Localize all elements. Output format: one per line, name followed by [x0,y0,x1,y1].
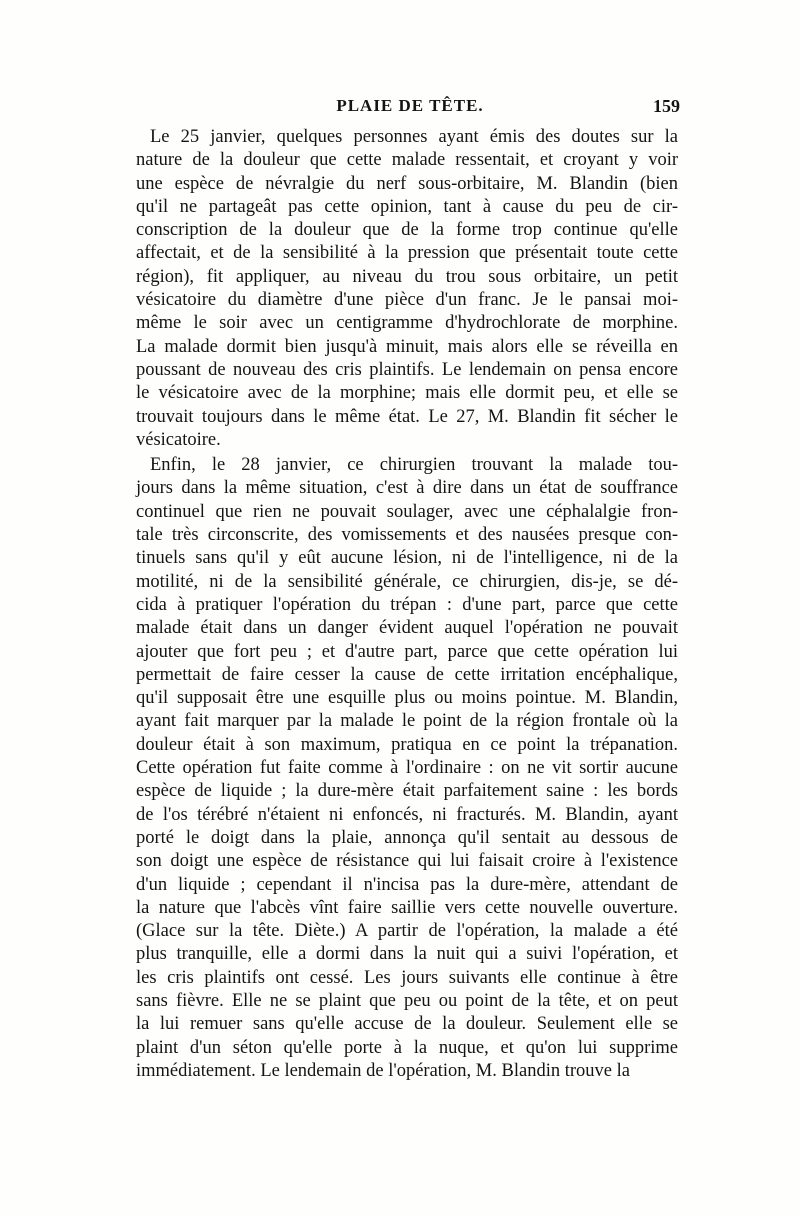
text-line: tinuels sans qu'il y eût aucune lésion, ni de l'intelligence, ni de la [136,548,678,569]
text-line: permettait de faire cesser la cause de cette irritation encéphalique, [136,664,678,685]
paragraph [136,126,678,452]
text-line: La malade dormit bien jusqu'à minuit, mais alors elle se réveilla en [136,336,678,357]
body-text [136,126,678,1083]
text-line: Enfin, le 28 janvier, ce chirurgien trouvant la malade tou- [150,455,678,476]
text-line: immédiatement. Le lendemain de l'opération, M. Blandin trouve la [136,1060,630,1081]
text-line: la lui remuer sans qu'elle accuse de la douleur. Seulement elle se [136,1014,678,1035]
text-line: tale très circonscrite, des vomissements et des nausées presque con- [136,525,678,546]
text-line: cida à pratiquer l'opération du trépan : d'une part, parce que cette [136,594,678,615]
text-line: une espèce de névralgie du nerf sous-orbitaire, M. Blandin (bien [136,173,678,194]
text-line: sans fièvre. Elle ne se plaint que peu ou point de la tête, et on peut [136,990,678,1011]
text-line: jours dans la même situation, c'est à dire dans un état de souffrance [136,478,678,499]
text-line: Cette opération fut faite comme à l'ordinaire : on ne vit sortir aucune [136,758,678,779]
paragraph [136,454,678,1083]
text-line: le vésicatoire avec de la morphine; mais elle dormit peu, et elle se [136,383,678,404]
running-head [140,96,680,120]
text-line: (Glace sur la tête. Diète.) A partir de l'opération, la malade a été [136,921,678,942]
text-line: les cris plaintifs ont cessé. Les jours suivants elle continue à être [136,967,678,988]
text-line: ajouter que fort peu ; et d'autre part, parce que cette opération lui [136,641,678,662]
text-line: la nature que l'abcès vînt faire saillie vers cette nouvelle ouverture. [136,897,678,918]
text-line: espèce de liquide ; la dure-mère était parfaitement saine : les bords [136,781,678,802]
text-line: poussant de nouveau des cris plaintifs. Le lendemain on pensa encore [136,359,678,380]
text-line: continuel que rien ne pouvait soulager, avec une céphalalgie fron- [136,501,678,522]
text-line: porté le doigt dans la plaie, annonça qu'il sentait au dessous de [136,827,678,848]
text-line: ayant fait marquer par la malade le point de la région frontale où la [136,711,678,732]
text-line: vésicatoire. [136,429,221,450]
text-line: plaint d'un séton qu'elle porte à la nuque, et qu'on lui supprime [136,1037,678,1058]
text-line: trouvait toujours dans le même état. Le 27, M. Blandin fit sécher le [136,406,678,427]
text-line: qu'il ne partageât pas cette opinion, tant à cause du peu de cir- [136,196,678,217]
text-line: conscription de la douleur que de la forme trop continue qu'elle [136,220,678,241]
text-line: Le 25 janvier, quelques personnes ayant émis des doutes sur la [150,127,678,147]
text-line: malade était dans un danger évident auquel l'opération ne pouvait [136,618,678,639]
text-line: son doigt une espèce de résistance qui lui faisait croire à l'existence [136,851,678,872]
text-line: motilité, ni de la sensibilité générale, ce chirurgien, dis-je, se dé- [136,571,678,592]
running-title: PLAIE DE TÊTE. [336,96,484,115]
text-line: région), fit appliquer, au niveau du trou sous orbitaire, un petit [136,266,678,287]
text-line: affectait, et de la sensibilité à la pression que présentait toute cette [136,243,678,264]
text-line: douleur était à son maximum, pratiqua en ce point la trépanation. [136,734,678,755]
text-line: qu'il supposait être une esquille plus ou moins pointue. M. Blandin, [136,688,678,709]
page-number: 159 [653,96,680,116]
text-line: nature de la douleur que cette malade ressentait, et croyant y voir [136,150,678,171]
text-line: même le soir avec un centigramme d'hydrochlorate de morphine. [136,313,678,334]
text-line: de l'os térébré n'étaient ni enfoncés, ni fracturés. M. Blandin, ayant [136,804,678,825]
text-line: vésicatoire du diamètre d'une pièce d'un franc. Je le pansai moi- [136,290,678,311]
text-line: plus tranquille, elle a dormi dans la nuit qui a suivi l'opération, et [136,944,678,965]
text-line: d'un liquide ; cependant il n'incisa pas la dure-mère, attendant de [136,874,678,895]
